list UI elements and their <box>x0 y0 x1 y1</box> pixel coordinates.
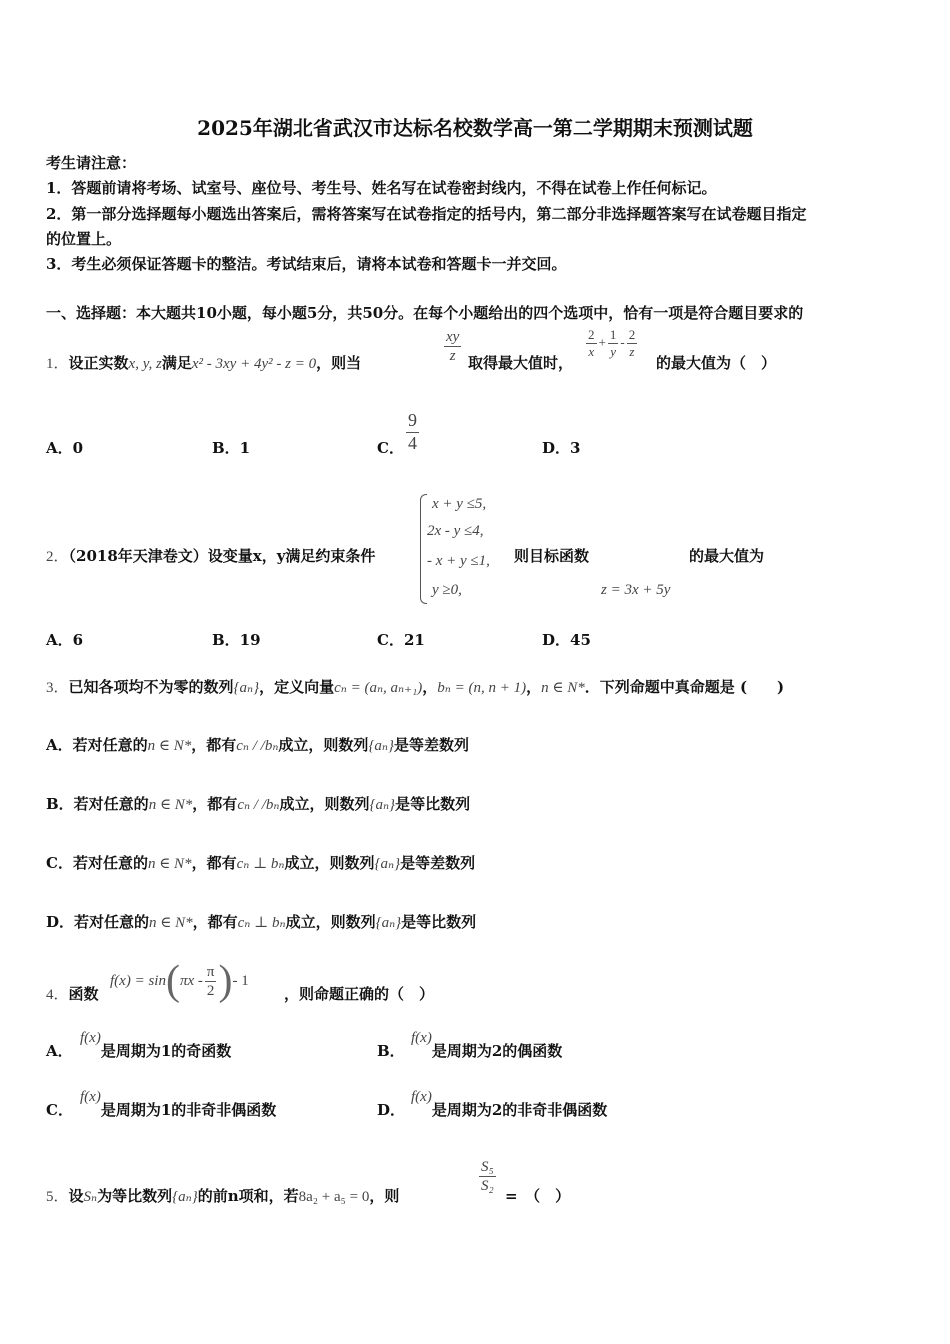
q3-option-d[interactable]: D．若对任意的n ∈ N*，都有cₙ ⊥ bₙ成立，则数列{aₙ}是等比数列 <box>46 913 477 931</box>
constraint-2: 2x - y ≤4, <box>427 523 484 539</box>
q4-function: f(x) = sin(πx - $\frac{\pi}{2}$ )- 1 <box>110 958 249 1004</box>
q1-option-b[interactable]: B．1 <box>212 439 251 457</box>
q2-objective: z = 3x + 5y <box>601 582 671 598</box>
q4-option-c[interactable]: C．f(x)是周期为1的非奇非偶函数 <box>46 1089 277 1119</box>
q5-fraction: $\frac{\text{S₅}}{\text{S₂}}$ <box>481 1159 494 1194</box>
q1-fraction-xy-z: $\frac{xy}{z}$ <box>446 329 460 364</box>
q1-option-c-fraction: $\frac{9}{4}$ <box>408 410 417 453</box>
q2-option-d[interactable]: D．45 <box>542 631 591 649</box>
notice-item-2: 2．第一部分选择题每小题选出答案后，需将答案写在试卷指定的括号内，第二部分非选择题答案写在试卷题目指定 <box>46 205 807 223</box>
notice-header: 考生请注意： <box>46 154 137 172</box>
question-1: 1．设正实数x, y, z满足x² - 3xy + 4y² - z = 0，则当 <box>46 354 362 372</box>
constraint-4: y ≥0, <box>432 582 462 598</box>
constraint-brace <box>420 494 427 604</box>
q2-text-2: 则目标函数 <box>514 547 590 565</box>
notice-item-3: 3．考生必须保证答题卡的整洁。考试结束后，请将本试卷和答题卡一并交回。 <box>46 255 567 273</box>
q4-option-d[interactable]: D．f(x)是周期为2的非奇非偶函数 <box>377 1089 608 1119</box>
constraint-1: x + y ≤5, <box>432 496 487 512</box>
question-2: 2．（2018年天津卷文）设变量x，y满足约束条件 <box>46 547 376 565</box>
notice-item-1: 1．答题前请将考场、试室号、座位号、考生号、姓名写在试卷密封线内，不得在试卷上作任何标记。 <box>46 179 717 197</box>
question-3: 3．已知各项均不为零的数列{aₙ}，定义向量cₙ = (aₙ, aₙ₊₁)，bₙ = (n, n + 1)，n ∈ N*．下列命题中真命题是 ( ) <box>46 678 785 696</box>
q1-text-3: 的最大值为（ ） <box>656 354 777 372</box>
q3-option-a[interactable]: A．若对任意的n ∈ N*，都有cₙ / /bₙ成立，则数列{aₙ}是等差数列 <box>46 736 470 754</box>
q4-text-2: ，则命题正确的（ ） <box>284 985 435 1003</box>
q2-text-3: 的最大值为 <box>689 547 765 565</box>
constraint-3: - x + y ≤1, <box>427 553 490 569</box>
q1-option-c[interactable]: C． <box>377 439 404 457</box>
q2-option-b[interactable]: B．19 <box>212 631 261 649</box>
q5-text-end: = （ ） <box>505 1187 571 1205</box>
q3-option-c[interactable]: C．若对任意的n ∈ N*，都有cₙ ⊥ bₙ成立，则数列{aₙ}是等差数列 <box>46 854 476 872</box>
q1-text-2: 取得最大值时， <box>468 354 574 372</box>
question-4: 4．函数 <box>46 985 99 1003</box>
q3-option-b[interactable]: B．若对任意的n ∈ N*，都有cₙ / /bₙ成立，则数列{aₙ}是等比数列 <box>46 795 471 813</box>
q4-option-b[interactable]: B．f(x)是周期为2的偶函数 <box>377 1030 563 1060</box>
question-5: 5．设Sₙ为等比数列{aₙ}的前n项和，若8a₂ + a₅ = 0，则 <box>46 1187 400 1205</box>
q4-option-a[interactable]: A．f(x)是周期为1的奇函数 <box>46 1030 232 1060</box>
q2-option-a[interactable]: A．6 <box>46 631 84 649</box>
q1-expression: $\frac{2}{x}$ + $\frac{1}{y}$ - $\frac{2}{z}$ <box>588 327 636 359</box>
section-heading: 一、选择题：本大题共10小题，每小题5分，共50分。在每个小题给出的四个选项中，恰有一项是符合题目要求的 <box>46 304 804 322</box>
q1-option-a[interactable]: A．0 <box>46 439 84 457</box>
notice-item-2-cont: 的位置上。 <box>46 230 122 248</box>
page-title: 2025年湖北省武汉市达标名校数学高一第二学期期末预测试题 <box>197 116 753 140</box>
q2-option-c[interactable]: C．21 <box>377 631 425 649</box>
q1-option-d[interactable]: D．3 <box>542 439 581 457</box>
